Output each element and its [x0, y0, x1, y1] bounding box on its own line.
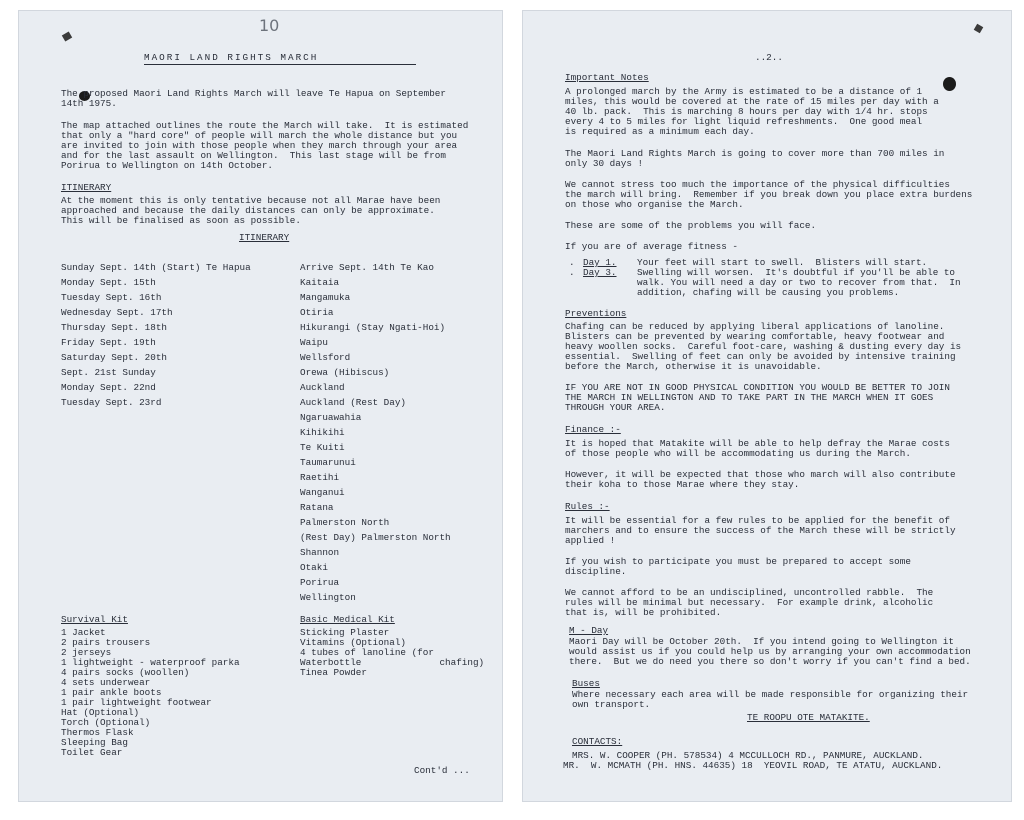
paragraph-line: that only a "hard core" of people will march the whole distance but you	[61, 130, 458, 141]
itinerary-place: Arrive Sept. 14th Te Kao	[300, 262, 434, 273]
medical-item: Vitamins (Optional)	[300, 637, 407, 648]
itinerary-date: Friday Sept. 19th	[61, 337, 156, 348]
itinerary-date: Tuesday Sept. 23rd	[61, 397, 162, 408]
paragraph-line: Maori Day will be October 20th. If you intend going to Wellington it	[569, 636, 954, 647]
itinerary-date: Tuesday Sept. 16th	[61, 292, 162, 303]
itinerary-place: Ratana	[300, 502, 334, 513]
paragraph-line: rules will be minimal but necessary. For example drink, alcoholic	[565, 597, 934, 608]
ink-blot	[943, 77, 956, 91]
continued-note: Cont'd ...	[414, 765, 470, 776]
page-number-mark: 10	[259, 16, 280, 35]
medical-item: 4 tubes of lanoline (for	[300, 647, 434, 658]
itinerary-place: Hikurangi (Stay Ngati-Hoi)	[300, 322, 446, 333]
contacts-heading: CONTACTS:	[572, 736, 623, 747]
contact-line: MRS. W. COOPER (PH. 578534) 4 MCCULLOCH RD., PANMURE, AUCKLAND.	[572, 750, 924, 761]
itinerary-date: Sunday Sept. 14th (Start) Te Hapua	[61, 262, 251, 273]
paragraph-line: However, it will be expected that those who march will also contribute	[565, 469, 956, 480]
section-heading: ITINERARY	[61, 182, 112, 193]
itinerary-place: Mangamuka	[300, 292, 351, 303]
kit-item: Hat (Optional)	[61, 707, 140, 718]
itinerary-date: Monday Sept. 15th	[61, 277, 156, 288]
bullet: .	[569, 257, 575, 268]
itinerary-place: Auckland	[300, 382, 345, 393]
finance-heading: Finance :-	[565, 424, 621, 435]
itinerary-place: Kaitaia	[300, 277, 340, 288]
itinerary-place: Shannon	[300, 547, 340, 558]
itinerary-date: Sept. 21st Sunday	[61, 367, 156, 378]
survival-kit-heading: Survival Kit	[61, 614, 128, 625]
staple-mark	[62, 31, 72, 41]
itinerary-place: Otaki	[300, 562, 328, 573]
itinerary-place: Taumarunui	[300, 457, 356, 468]
itinerary-place: Raetihi	[300, 472, 340, 483]
paragraph-line: If you wish to participate you must be prepared to accept some	[565, 556, 911, 567]
paragraph-line: are invited to join with those people when they march through your area	[61, 140, 458, 151]
itinerary-heading: ITINERARY	[239, 232, 290, 243]
paragraph-line: that is, will be prohibited.	[565, 607, 722, 618]
paragraph-line: on those who organise the March.	[565, 199, 744, 210]
paragraph-line: A prolonged march by the Army is estimated to be a distance of 1	[565, 86, 923, 97]
itinerary-date: Thursday Sept. 18th	[61, 322, 168, 333]
itinerary-place: (Rest Day) Palmerston North	[300, 532, 451, 543]
important-notes-heading: Important Notes	[565, 72, 649, 83]
itinerary-place: Te Kuiti	[300, 442, 345, 453]
itinerary-place: Palmerston North	[300, 517, 390, 528]
paragraph-line: before the March, otherwise it is unavoidable.	[565, 361, 822, 372]
paragraph-line: The map attached outlines the route the March will take. It is estimated	[61, 120, 469, 131]
kit-item: Toilet Gear	[61, 747, 123, 758]
day-text: walk. You will need a day or two to recover from that. In	[637, 277, 961, 288]
itinerary-place: Auckland (Rest Day)	[300, 397, 407, 408]
kit-item: 1 pair lightweight footwear	[61, 697, 212, 708]
paragraph-line: there. But we do need you there so don't worry if you can't find a bed.	[569, 656, 971, 667]
itinerary-place: Waipu	[300, 337, 328, 348]
paragraph-line: Where necessary each area will be made responsible for organizing their	[572, 689, 969, 700]
paragraph-line: of those people who will be accommodating us during the March.	[565, 448, 911, 459]
kit-item: 1 lightweight - waterproof parka	[61, 657, 240, 668]
paragraph-line: Porirua to Wellington on 14th October.	[61, 160, 274, 171]
paragraph-line: only 30 days !	[565, 158, 644, 169]
paragraph-line: approached and because the daily distances can only be approximate.	[61, 205, 435, 216]
paragraph-line: applied !	[565, 535, 616, 546]
paragraph-line: Chafing can be reduced by applying liberal applications of lanoline.	[565, 321, 945, 332]
day-text: Your feet will start to swell. Blisters will start.	[637, 257, 928, 268]
warning-line: IF YOU ARE NOT IN GOOD PHYSICAL CONDITION YOU WOULD BE BETTER TO JOIN	[565, 382, 950, 393]
paragraph-line: It will be essential for a few rules to be applied for the benefit of	[565, 515, 950, 526]
kit-item: 1 pair ankle boots	[61, 687, 162, 698]
paragraph-line: It is hoped that Matakite will be able to help defray the Marae costs	[565, 438, 950, 449]
itinerary-date: Wednesday Sept. 17th	[61, 307, 173, 318]
paragraph-line: 40 lb. pack. This is marching 8 hours per day with 1/4 hr. stops	[565, 106, 928, 117]
itinerary-place: Porirua	[300, 577, 340, 588]
medical-item: Tinea Powder	[300, 667, 367, 678]
title-underline	[144, 64, 416, 65]
document-page-2	[522, 10, 1012, 802]
itinerary-place: Wanganui	[300, 487, 345, 498]
day-text: addition, chafing will be causing you problems.	[637, 287, 900, 298]
medical-item: Waterbottle chafing)	[300, 657, 485, 668]
paragraph-line: These are some of the problems you will face.	[565, 220, 817, 231]
kit-item: 2 jerseys	[61, 647, 112, 658]
day-label: Day 3.	[583, 267, 617, 278]
intro-line: 14th 1975.	[61, 98, 117, 109]
itinerary-place: Orewa (Hibiscus)	[300, 367, 390, 378]
paragraph-line: own transport.	[572, 699, 651, 710]
kit-item: 2 pairs trousers	[61, 637, 151, 648]
itinerary-place: Wellsford	[300, 352, 351, 363]
paragraph-line: marchers and to ensure the success of the March these will be strictly	[565, 525, 956, 536]
warning-line: THE MARCH IN WELLINGTON AND TO TAKE PART IN THE MARCH WHEN IT GOES	[565, 392, 934, 403]
paragraph-line: Blisters can be prevented by wearing comfortable, heavy footwear and	[565, 331, 945, 342]
day-text: Swelling will worsen. It's doubtful if you'll be able to	[637, 267, 956, 278]
paragraph-line: heavy woollen socks. Careful foot-care, washing & dusting every day is	[565, 341, 962, 352]
paragraph-line: essential. Swelling of feet can only be avoided by intensive training	[565, 351, 956, 362]
paragraph-line: discipline.	[565, 566, 627, 577]
paragraph-line: miles, this would be covered at the rate of 15 miles per day with a	[565, 96, 939, 107]
paragraph-line: This will be finalised as soon as possible.	[61, 215, 301, 226]
paragraph-line: and for the last assault on Wellington. This last stage will be from	[61, 150, 446, 161]
warning-line: THROUGH YOUR AREA.	[565, 402, 666, 413]
paragraph-line: The Maori Land Rights March is going to cover more than 700 miles in	[565, 148, 945, 159]
itinerary-date: Saturday Sept. 20th	[61, 352, 168, 363]
bullet: .	[569, 267, 575, 278]
paragraph-line: would assist us if you could help us by arranging your own accommodation	[569, 646, 971, 657]
page-number: ..2..	[755, 52, 783, 63]
medical-item: Sticking Plaster	[300, 627, 390, 638]
day-label: Day 1.	[583, 257, 617, 268]
rules-heading: Rules :-	[565, 501, 610, 512]
itinerary-date: Monday Sept. 22nd	[61, 382, 156, 393]
kit-item: 4 pairs socks (woollen)	[61, 667, 190, 678]
paragraph-line: We cannot stress too much the importance of the physical difficulties	[565, 179, 950, 190]
paragraph-line: their koha to those Marae where they stay.	[565, 479, 800, 490]
itinerary-place: Otiria	[300, 307, 334, 318]
intro-line: The proposed Maori Land Rights March will leave Te Hapua on September	[61, 88, 446, 99]
kit-item: Torch (Optional)	[61, 717, 151, 728]
medical-kit-heading: Basic Medical Kit	[300, 614, 395, 625]
mday-heading: M - Day	[569, 625, 609, 636]
preventions-heading: Preventions	[565, 308, 627, 319]
buses-heading: Buses	[572, 678, 600, 689]
staple-mark	[974, 24, 984, 34]
signature-line: TE ROOPU OTE MATAKITE.	[747, 712, 870, 723]
itinerary-place: Ngaruawahia	[300, 412, 362, 423]
paragraph-line: If you are of average fitness -	[565, 241, 738, 252]
paragraph-line: At the moment this is only tentative because not all Marae have been	[61, 195, 441, 206]
paragraph-line: is required as a minimum each day.	[565, 126, 755, 137]
paragraph-line: the march will bring. Remember if you break down you place extra burdens	[565, 189, 973, 200]
paragraph-line: We cannot afford to be an undisciplined, uncontrolled rabble. The	[565, 587, 934, 598]
paragraph-line: every 4 to 5 miles for light liquid refreshments. One good meal	[565, 116, 923, 127]
kit-item: 4 sets underwear	[61, 677, 151, 688]
kit-item: 1 Jacket	[61, 627, 106, 638]
document-title: MAORI LAND RIGHTS MARCH	[144, 52, 319, 63]
document-page-1	[18, 10, 503, 802]
itinerary-place: Kihikihi	[300, 427, 345, 438]
kit-item: Thermos Flask	[61, 727, 134, 738]
itinerary-place: Wellington	[300, 592, 356, 603]
kit-item: Sleeping Bag	[61, 737, 128, 748]
contact-line: MR. W. MCMATH (PH. HNS. 44635) 18 YEOVIL ROAD, TE ATATU, AUCKLAND.	[563, 760, 943, 771]
